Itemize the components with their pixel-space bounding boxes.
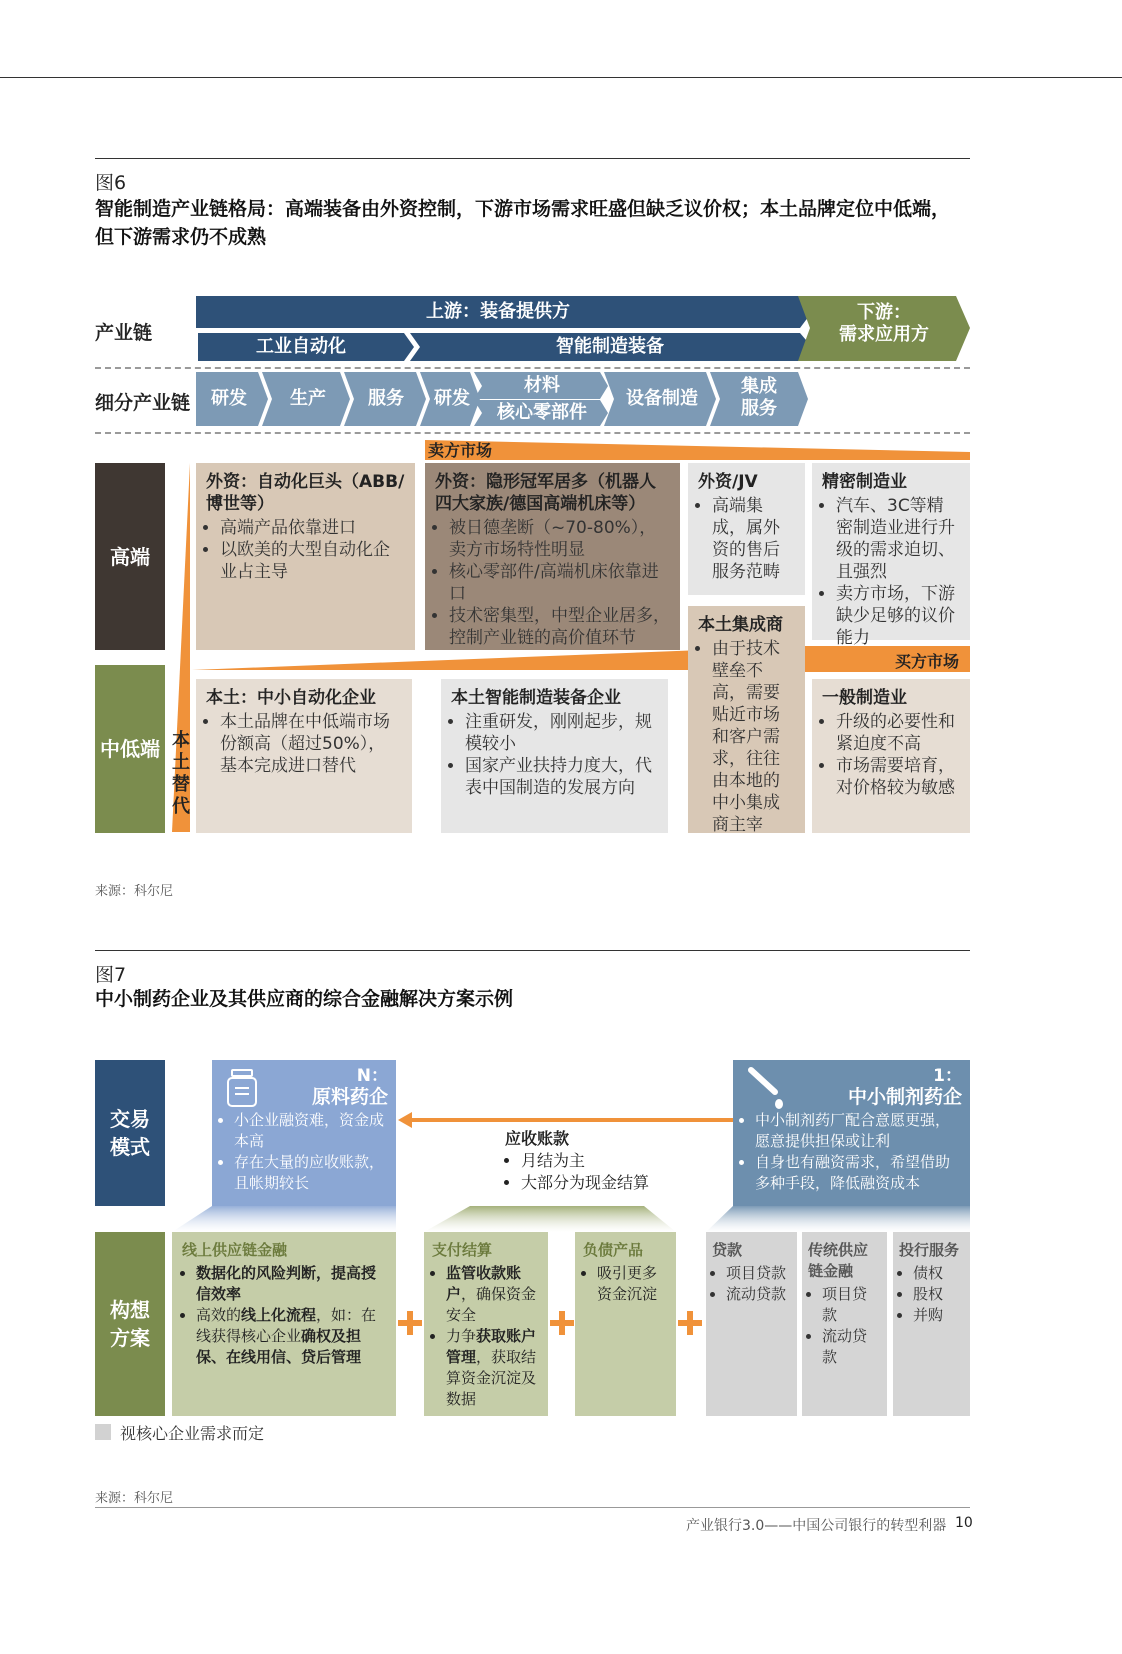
sub-materials: 材料	[524, 374, 560, 396]
downstream-label-1: 下游：	[857, 302, 911, 323]
plan-line2: 方案	[110, 1326, 150, 1350]
sub-integration-2: 服务	[741, 398, 777, 419]
plus-icon-3-v	[687, 1311, 693, 1335]
plan-line1: 构想	[110, 1298, 150, 1322]
box-title: 外资：自动化巨头（ABB/博世等）	[206, 472, 405, 514]
box-title: 本土智能制造装备企业	[451, 688, 621, 708]
online-scf-box	[172, 1232, 396, 1416]
supplier-name: 原料药企	[311, 1086, 388, 1108]
box-item: • 被日德垄断（~70-80%），卖方市场特性明显	[449, 517, 670, 561]
buyer-ratio: 1：	[933, 1066, 962, 1086]
local-sub-char-2: 土	[172, 752, 190, 773]
box-title: 外资：隐形冠军居多（机器人四大家族/德国高端机床等）	[435, 472, 656, 514]
payment-item1	[446, 1263, 540, 1326]
receivables-item: • 月结为主	[521, 1150, 705, 1172]
ib-item: • 债权	[913, 1263, 964, 1284]
box-title: 精密制造业	[822, 472, 907, 492]
box-item: • 升级的必要性和紧迫度不高	[836, 711, 960, 755]
liability-title: 负债产品	[583, 1241, 644, 1259]
ib-item: • 股权	[913, 1284, 964, 1305]
box-item: • 卖方市场，下游缺少足够的议价能力	[836, 583, 960, 649]
text-span: ，确保资金安全	[446, 1285, 537, 1324]
loan-item: • 项目贷款	[726, 1263, 791, 1284]
payment-item2	[446, 1326, 540, 1410]
low-end-label: 中低端	[95, 665, 165, 833]
liability-item: • 吸引更多资金沉淀	[597, 1263, 668, 1305]
buyer-box	[733, 1060, 970, 1206]
plus-icon-2-v	[559, 1311, 565, 1335]
box-title: 一般制造业	[822, 688, 907, 708]
box-item: • 汽车、3C等精密制造业进行升级的需求迫切、且强烈	[836, 495, 960, 583]
sub-integration-1: 集成	[741, 376, 777, 397]
seller-market-label: 卖方市场	[428, 441, 493, 460]
plus-icon-1-v	[407, 1311, 413, 1335]
loan-title: 贷款	[712, 1241, 743, 1259]
sub-rd-2: 研发	[434, 388, 470, 409]
trad-scf-item: • 流动贷款	[822, 1326, 881, 1368]
upstream-label: 上游：装备提供方	[426, 301, 570, 322]
receivables-title: 应收账款	[505, 1129, 570, 1148]
trade-mode-line1: 交易	[110, 1107, 150, 1131]
footer-rule	[95, 1507, 970, 1508]
legend-swatch	[95, 1424, 111, 1440]
text-span-bold: 线上化流程	[241, 1306, 317, 1324]
page-number: 10	[955, 1515, 973, 1531]
fig6-number: 图6	[95, 172, 127, 194]
box-item: • 由于技术壁垒不高，需要贴近市场和客户需求，往往由本地的中小集成商主宰	[712, 638, 795, 836]
trade-mode-line2: 模式	[110, 1135, 150, 1159]
sub-production: 生产	[290, 388, 326, 409]
local-sub-char-1: 本	[172, 730, 190, 751]
box-item: • 技术密集型，中型企业居多，控制产业链的高价值环节	[449, 605, 670, 649]
text-span: ，如：在线获得核心企业	[196, 1306, 377, 1345]
trad-scf-title-2: 链金融	[808, 1262, 854, 1280]
medicine-bottle-icon	[226, 1068, 258, 1108]
loan-item: • 流动贷款	[726, 1284, 791, 1305]
text-span: 高效的	[196, 1306, 242, 1324]
text-span-bold: 监管收款账户	[446, 1264, 522, 1303]
sub-service: 服务	[368, 388, 404, 409]
footer-title: 产业银行3.0——中国公司银行的转型利器	[686, 1518, 947, 1534]
online-scf-title: 线上供应链金融	[182, 1241, 288, 1259]
dropper-icon	[745, 1066, 785, 1110]
box-item: • 注重研发，刚刚起步，规模较小	[465, 711, 658, 755]
buyer-item: • 中小制剂药厂配合意愿更强，愿意提供担保或让利	[755, 1110, 962, 1152]
fig6-title-line2: 但下游需求仍不成熟	[95, 226, 267, 248]
buyer-item: • 自身也有融资需求，希望借助多种手段，降低融资成本	[755, 1152, 962, 1194]
fig6-title-line1: 智能制造产业链格局：高端装备由外资控制，下游市场需求旺盛但缺乏议价权；本土品牌定位中低端，	[95, 198, 951, 220]
payment-box	[424, 1232, 548, 1416]
text-span: ，获取结算资金沉淀及数据	[446, 1348, 537, 1408]
loan-box	[706, 1232, 797, 1416]
ib-title: 投行服务	[899, 1241, 960, 1259]
ib-services-box	[893, 1232, 970, 1416]
online-scf-item1: • 数据化的风险判断，提高授信效率	[196, 1263, 386, 1305]
buyer-name: 中小制剂药企	[847, 1086, 962, 1108]
trad-scf-title-1: 传统供应	[808, 1241, 869, 1259]
row-label-chain: 产业链	[95, 322, 153, 344]
box-item: • 高端产品依靠进口	[220, 517, 405, 539]
receivables-block	[505, 1128, 705, 1194]
supplier-ratio: N：	[356, 1066, 388, 1086]
box-title: 本土：中小自动化企业	[206, 688, 376, 708]
sub-core-parts: 核心零部件	[497, 402, 587, 423]
box-item: • 本土品牌在中低端市场份额高（超过50%），基本完成进口替代	[220, 711, 402, 777]
text-span-bold: 确权及担保、在线用信、贷后管理	[196, 1327, 362, 1366]
box-item: • 高端集成，属外资的售后服务范畴	[712, 495, 795, 583]
local-sub-char-3: 替	[172, 774, 190, 795]
supplier-item: • 存在大量的应收账款，且帐期较长	[234, 1152, 388, 1194]
online-scf-item2	[196, 1305, 386, 1368]
fig7-source: 来源：科尔尼	[95, 1491, 174, 1506]
sub-rd-1: 研发	[211, 388, 247, 409]
box-item: • 国家产业扶持力度大，代表中国制造的发展方向	[465, 755, 658, 799]
smart-equipment-label: 智能制造装备	[556, 336, 664, 357]
text-span: 力争	[446, 1327, 477, 1345]
box-item: • 市场需要培育，对价格较为敏感	[836, 755, 960, 799]
box-item: • 以欧美的大型自动化企业占主导	[220, 539, 405, 583]
text-span-bold: 获取账户管理	[446, 1327, 537, 1366]
liability-box	[575, 1232, 676, 1416]
supplier-item: • 小企业融资难，资金成本高	[234, 1110, 388, 1152]
high-end-label: 高端	[95, 463, 165, 650]
fig7-number: 图7	[95, 964, 127, 986]
row-label-subchain: 细分产业链	[95, 392, 191, 414]
legend-text: 视核心企业需求而定	[120, 1424, 265, 1443]
downstream-label-2: 需求应用方	[839, 324, 929, 345]
traditional-scf-box	[802, 1232, 887, 1416]
industrial-automation-label: 工业自动化	[256, 336, 346, 357]
box-title: 外资/JV	[698, 472, 758, 492]
receivables-item: • 大部分为现金结算	[521, 1172, 705, 1194]
buyer-market-label: 买方市场	[895, 652, 960, 671]
fig6-source: 来源：科尔尼	[95, 884, 174, 899]
box-title: 本土集成商	[698, 615, 783, 635]
ib-item: • 并购	[913, 1305, 964, 1326]
box-item: • 核心零部件/高端机床依靠进口	[449, 561, 670, 605]
fig7-title: 中小制药企业及其供应商的综合金融解决方案示例	[95, 988, 514, 1010]
supplier-box	[212, 1060, 396, 1206]
sub-equipment-mfg: 设备制造	[626, 388, 698, 409]
local-sub-char-4: 代	[172, 796, 190, 817]
trad-scf-item: • 项目贷款	[822, 1284, 881, 1326]
payment-title: 支付结算	[432, 1241, 493, 1259]
